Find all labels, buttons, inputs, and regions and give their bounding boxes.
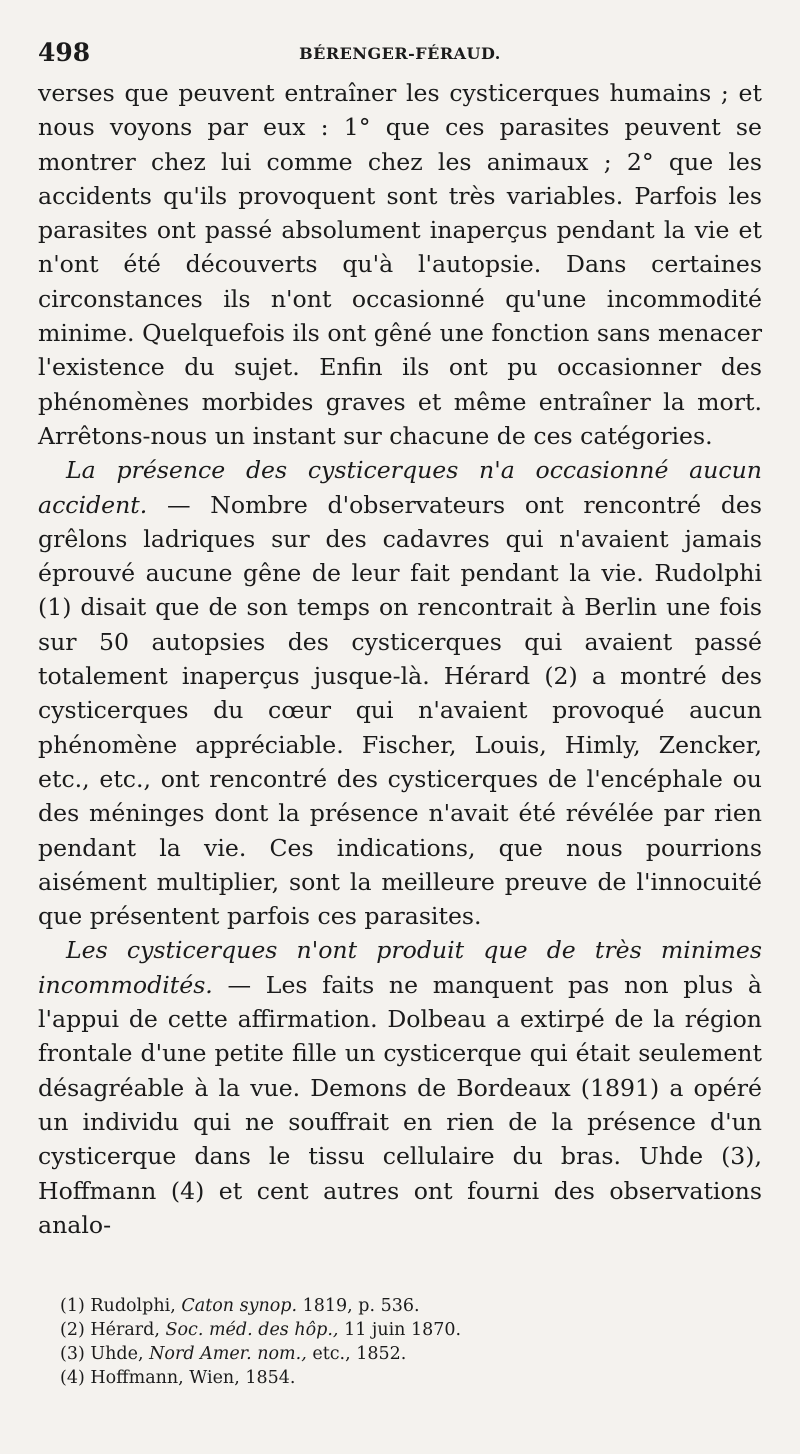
footnote-work: Nord Amer. nom., (149, 1344, 307, 1364)
footnote-number: (2) (60, 1320, 85, 1340)
footnote-number: (4) (60, 1368, 85, 1388)
footnote-work: Caton synop. (181, 1296, 298, 1316)
section-heading-minor-discomfort: Les cysticerques n'ont produit que de très minimes incommodités. (38, 936, 762, 999)
footnote-number: (1) (60, 1296, 85, 1316)
footnote (60, 1342, 760, 1366)
section-heading-no-accident: La présence des cysticerques n'a occasionné aucun accident. (38, 456, 762, 519)
paragraph-2-text: — Nombre d'observateurs ont rencontré des grêlons ladriques sur des cadavres qui n'avaient jamais éprouvé aucune gêne de leur fait pendant la vie. Rudolphi (1) disait que de son temps on rencontrait à Berlin une fois sur 50 autopsies des cysticerques qui avaient passé totalement inaperçus jusque-là. Hérard (2) a montré des cysticerques du cœur qui n'avaient provoqué aucun phénomène appréciable. Fischer, Louis, Himly, Zencker, etc., etc., ont rencontré des cysticerques de l'encéphale ou des méninges dont la présence n'avait été révélée par rien pendant la vie. Ces indications, que nous pourrions aisément multiplier, sont la meilleure preuve de l'innocuité que présentent parfois ces parasites. (38, 490, 762, 931)
page-number: 498 (38, 38, 91, 67)
footnote-work: Soc. méd. des hôp., (165, 1320, 339, 1340)
footnote (60, 1318, 760, 1342)
footnote-rest: 1819, p. 536. (302, 1296, 420, 1316)
footnote-rest: 11 juin 1870. (344, 1320, 462, 1340)
footnote-author: Hoffmann, Wien, 1854. (90, 1368, 296, 1388)
paragraph-3 (38, 933, 762, 1242)
footnote-author: Uhde, (90, 1344, 144, 1364)
footnote-rest: etc., 1852. (312, 1344, 407, 1364)
body-text (38, 76, 762, 1242)
footnote-author: Hérard, (90, 1320, 160, 1340)
footnote-author: Rudolphi, (90, 1296, 176, 1316)
paragraph-2 (38, 453, 762, 933)
page-header (38, 38, 762, 72)
paragraph-1: verses que peuvent entraîner les cysticerques humains ; et nous voyons par eux : 1° que ces parasites peuvent se montrer chez lui comme chez les animaux ; 2° que les accidents qu'ils provoquent sont très variables. Parfois les parasites ont passé absolument inaperçus pendant la vie et n'ont été découverts qu'à l'autopsie. Dans certaines circonstances ils n'ont occasionné qu'une incommodité minime. Quelquefois ils ont gêné une fonction sans menacer l'existence du sujet. Enfin ils ont pu occasionner des phénomènes morbides graves et même entraîner la mort. Arrêtons-nous un instant sur chacune de ces catégories. (38, 79, 762, 450)
running-head: BÉRENGER-FÉRAUD. (299, 44, 501, 63)
paragraph-3-text: — Les faits ne manquent pas non plus à l'appui de cette affirmation. Dolbeau a extirpé de la région frontale d'une petite fille un cysticerque qui était seulement désagréable à la vue. Demons de Bordeaux (1891) a opéré un individu qui ne souffrait en rien de la présence d'un cysticerque dans le tissu cellulaire du bras. Uhde (3), Hoffmann (4) et cent autres ont fourni des observations analo- (38, 970, 762, 1239)
footnote (60, 1294, 760, 1318)
footnote-number: (3) (60, 1344, 85, 1364)
footnotes (60, 1294, 760, 1390)
footnote (60, 1366, 760, 1390)
